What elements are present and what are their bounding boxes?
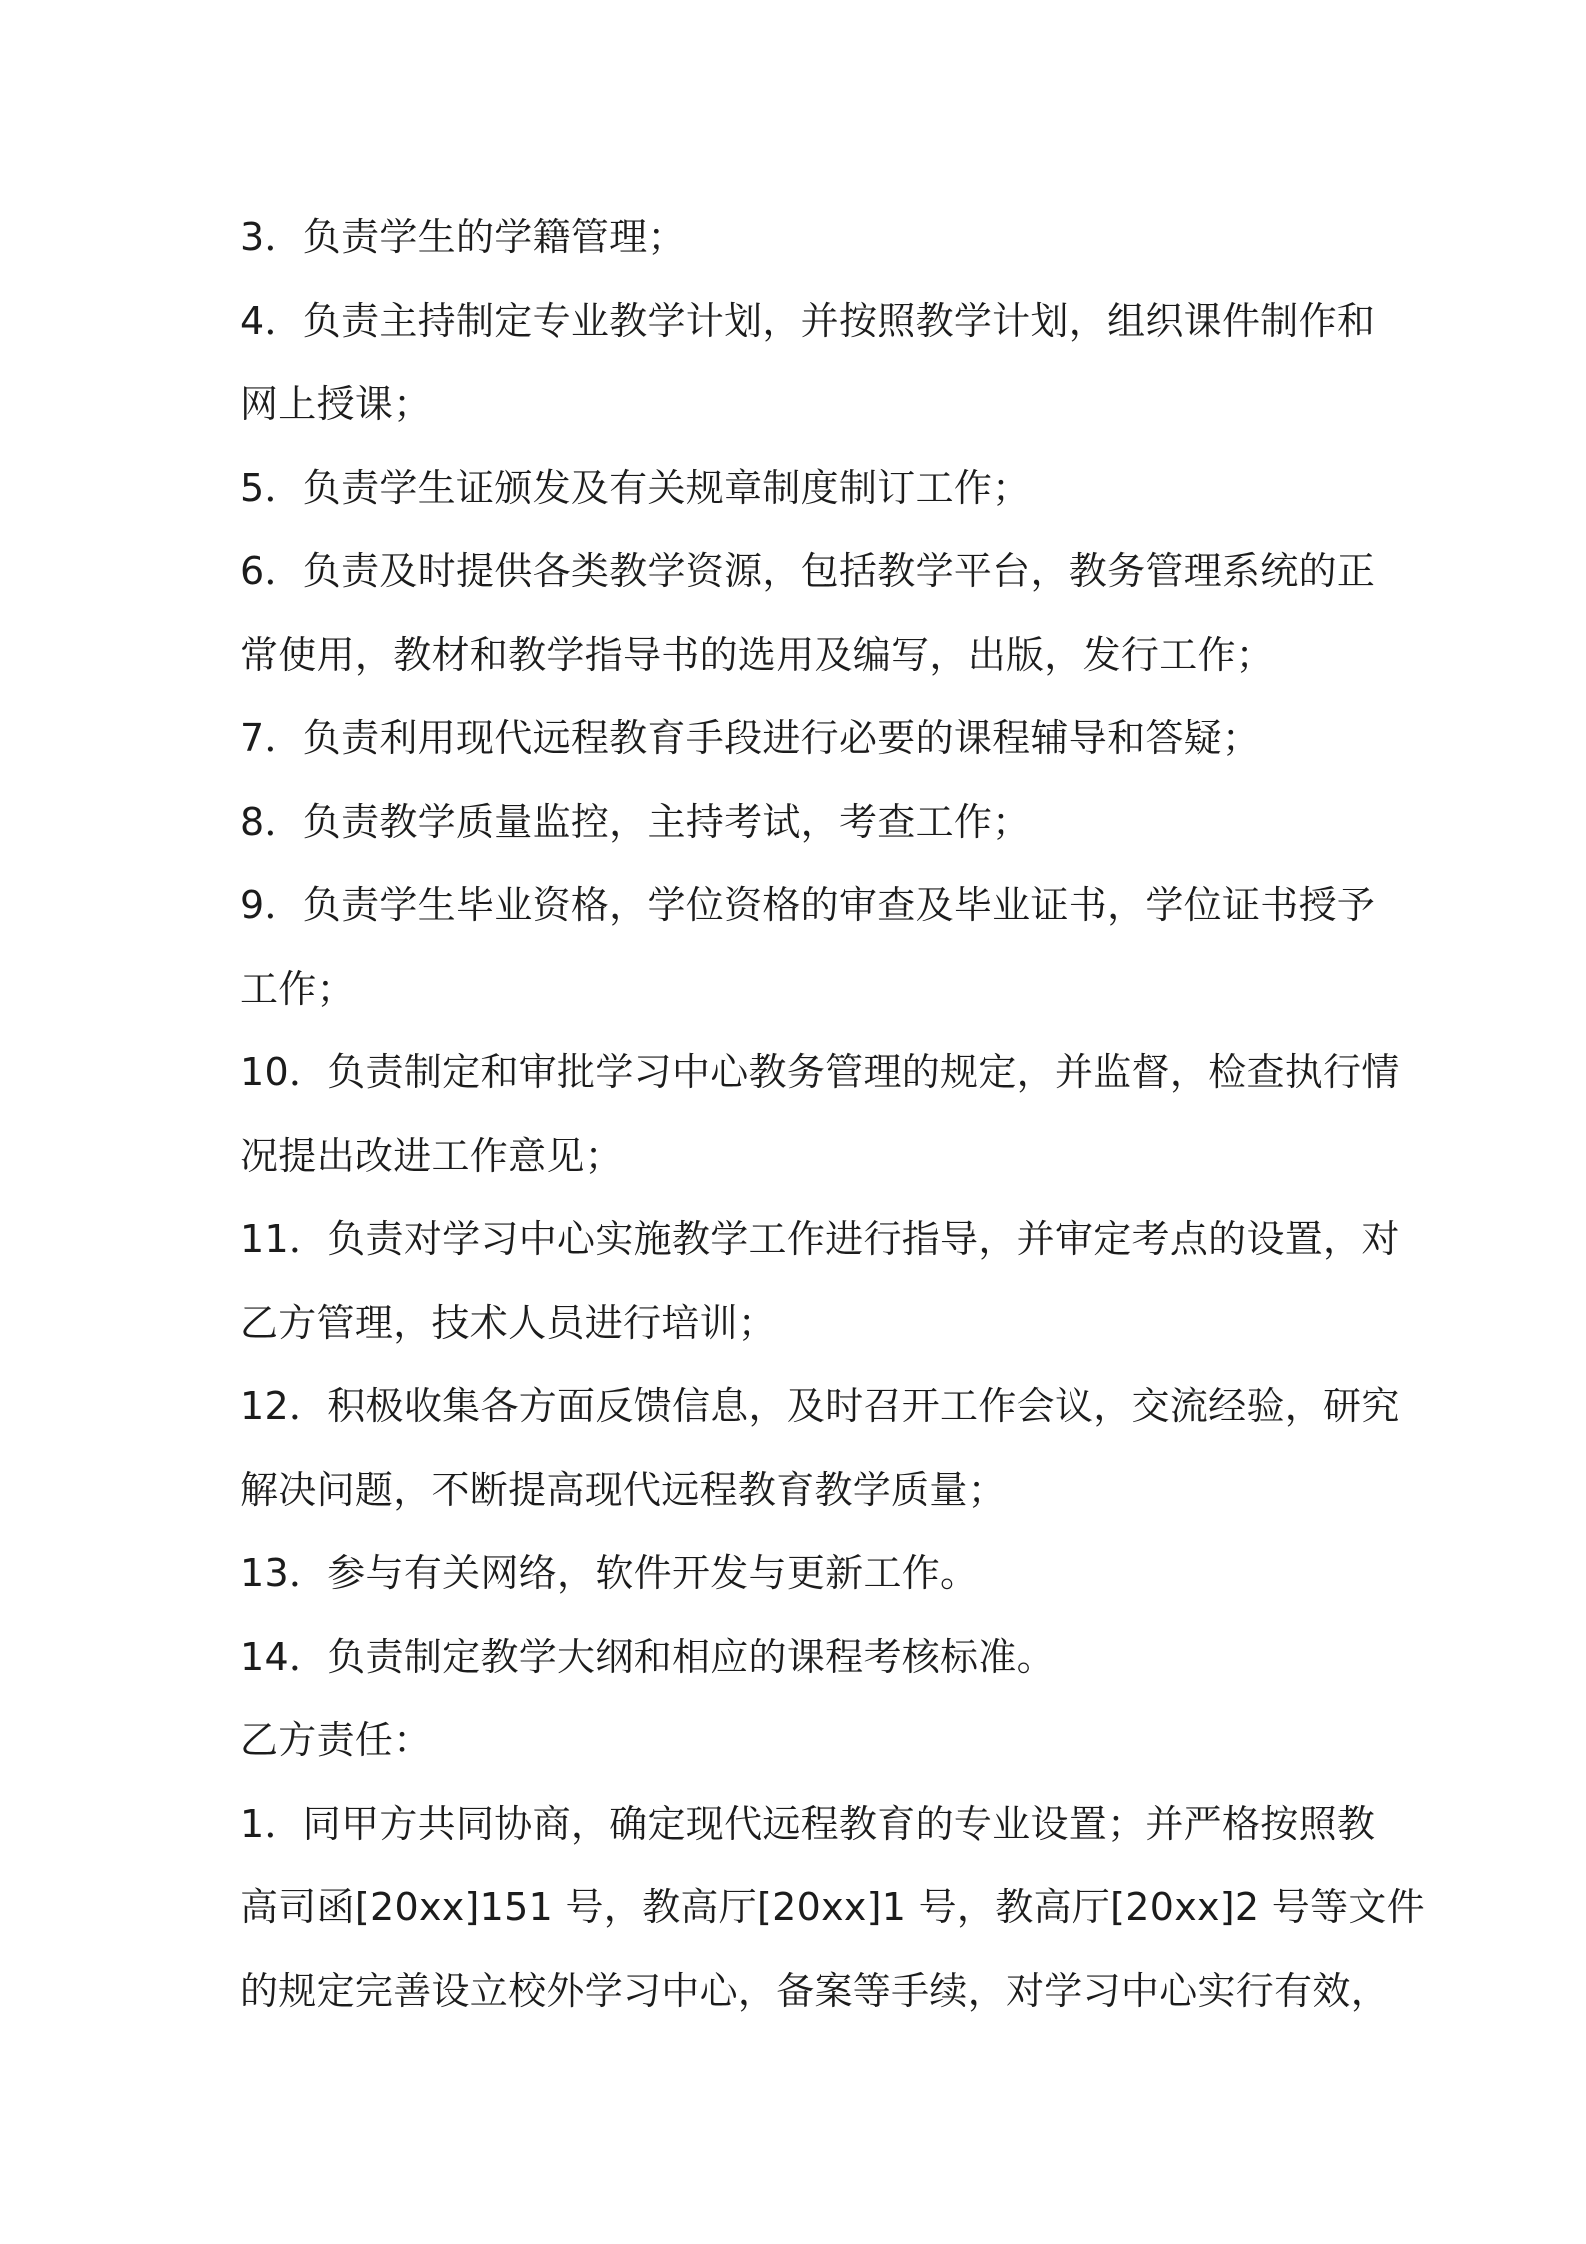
text-line: 的规定完善设立校外学习中心，备案等手续，对学习中心实行有效， <box>240 1968 1390 2013</box>
section-heading: 乙方责任： <box>240 1718 432 1762</box>
text-line: 解决问题，不断提高现代远程教育教学质量； <box>240 1467 1007 1512</box>
text-line: 3．负责学生的学籍管理； <box>240 215 686 259</box>
text-line: 8．负责教学质量监控，主持考试，考查工作； <box>240 799 1031 844</box>
text-line: 网上授课； <box>240 382 432 426</box>
text-line: 4．负责主持制定专业教学计划，并按照教学计划，组织课件制作和 <box>240 298 1376 343</box>
text-line: 12．积极收集各方面反馈信息，及时召开工作会议，交流经验，研究 <box>240 1384 1400 1428</box>
text-line: 5．负责学生证颁发及有关规章制度制订工作； <box>240 465 1031 510</box>
text-line: 11．负责对学习中心实施教学工作进行指导，并审定考点的设置，对 <box>240 1217 1400 1261</box>
text-line: 6．负责及时提供各类教学资源，包括教学平台，教务管理系统的正 <box>240 549 1376 593</box>
text-line: 14．负责制定教学大纲和相应的课程考核标准。 <box>240 1634 1055 1679</box>
text-line: 7．负责利用现代远程教育手段进行必要的课程辅导和答疑； <box>240 716 1261 760</box>
text-line: 1．同甲方共同协商，确定现代远程教育的专业设置；并严格按照教 <box>240 1801 1376 1846</box>
text-line: 常使用，教材和教学指导书的选用及编写，出版，发行工作； <box>240 632 1275 677</box>
text-line: 13．参与有关网络，软件开发与更新工作。 <box>240 1551 979 1595</box>
text-line: 10．负责制定和审批学习中心教务管理的规定，并监督，检查执行情 <box>240 1050 1400 1094</box>
text-line: 高司函[20xx]151 号，教高厅[20xx]1 号，教高厅[20xx]2 号等文件 <box>240 1885 1425 1929</box>
text-line: 乙方管理，技术人员进行培训； <box>240 1300 777 1345</box>
text-line: 工作； <box>240 966 355 1011</box>
text-line: 况提出改进工作意见； <box>240 1133 624 1178</box>
document-body <box>240 196 1425 2033</box>
text-line: 9．负责学生毕业资格，学位资格的审查及毕业证书，学位证书授予 <box>240 883 1376 927</box>
